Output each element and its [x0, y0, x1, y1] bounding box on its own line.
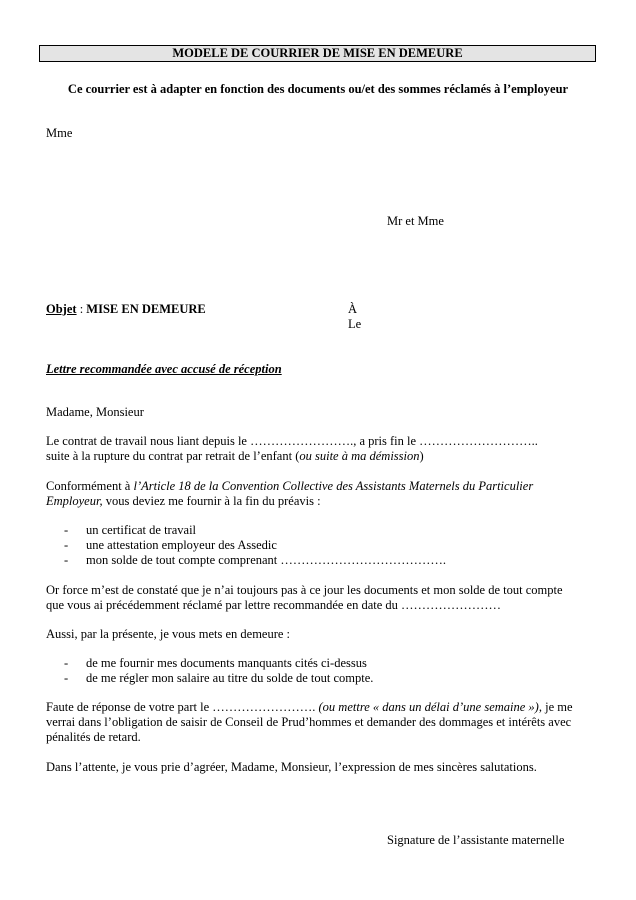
list-bullet: -	[64, 523, 69, 537]
signature-line: Signature de l’assistante maternelle	[387, 833, 565, 847]
paragraph-3-line-1: Or force m’est de constaté que je n’ai toujours pas à ce jour les documents et mon solde de tout compte	[46, 583, 563, 597]
list-item: de me fournir mes documents manquants cités ci-dessus	[86, 656, 367, 670]
paragraph-4: Aussi, par la présente, je vous mets en demeure :	[46, 627, 291, 641]
paragraph-2-line-1: Conformément à l’Article 18 de la Convention Collective des Assistants Maternels du Particulier	[46, 479, 534, 493]
document-subtitle: Ce courrier est à adapter en fonction des documents ou/et des sommes réclamés à l’employeur	[67, 82, 569, 96]
paragraph-5-line-3: pénalités de retard.	[46, 730, 141, 744]
list-item: un certificat de travail	[86, 523, 197, 537]
paragraph-1-line-1: Le contrat de travail nous liant depuis le ……………………., a pris fin le ………………………..	[46, 434, 538, 448]
list-item: mon solde de tout compte comprenant ………………………………….	[86, 553, 447, 567]
registered-mail-notice: Lettre recommandée avec accusé de réception	[46, 362, 282, 376]
paragraph-5-line-1: Faute de réponse de votre part le ……………………. (ou mettre « dans un délai d’une semaine »), je me	[46, 700, 573, 714]
document-title: MODELE DE COURRIER DE MISE EN DEMEURE	[39, 45, 596, 62]
object-separator: :	[76, 302, 87, 316]
closing-paragraph: Dans l’attente, je vous prie d’agréer, Madame, Monsieur, l’expression de mes sincères salutations.	[46, 760, 537, 774]
sender: Mme	[46, 126, 73, 140]
list-bullet: -	[64, 656, 69, 670]
object-label: Objet	[46, 302, 77, 316]
object-line	[46, 302, 206, 317]
list-bullet: -	[64, 671, 69, 685]
place-label: À	[348, 302, 358, 316]
list-item: une attestation employeur des Assedic	[86, 538, 277, 552]
list-bullet: -	[64, 538, 69, 552]
paragraph-3-line-2: que vous ai précédemment réclamé par lettre recommandée en date du ……………………	[46, 598, 502, 612]
list-bullet: -	[64, 553, 69, 567]
salutation: Madame, Monsieur	[46, 405, 144, 419]
list-item: de me régler mon salaire au titre du solde de tout compte.	[86, 671, 374, 685]
recipient: Mr et Mme	[387, 214, 444, 228]
object-value: MISE EN DEMEURE	[86, 302, 206, 316]
paragraph-2-line-2: Employeur, vous deviez me fournir à la fin du préavis :	[46, 494, 321, 508]
paragraph-1-line-2: suite à la rupture du contrat par retrait de l’enfant (ou suite à ma démission)	[46, 449, 424, 463]
date-label: Le	[348, 317, 362, 331]
paragraph-5-line-2: verrai dans l’obligation de saisir de Conseil de Prud’hommes et demander des dommages et intérêts avec	[46, 715, 572, 729]
